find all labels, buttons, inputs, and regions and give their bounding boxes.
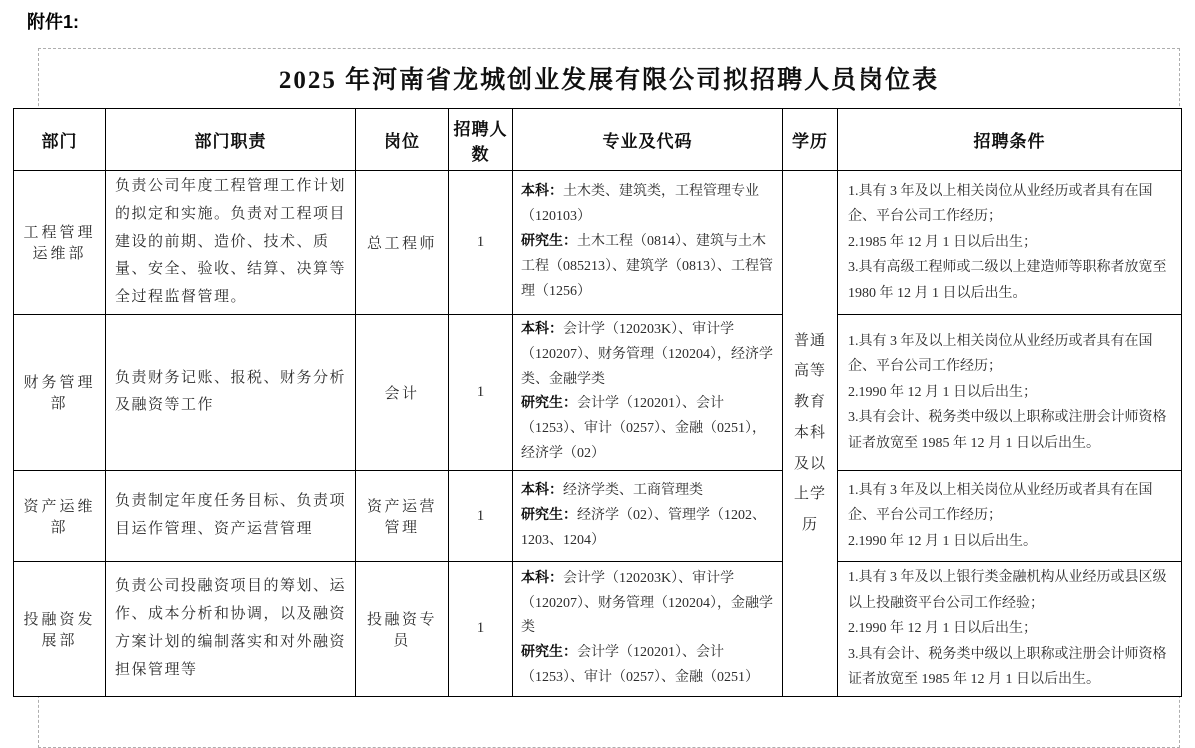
undergrad-label: 本科： (521, 321, 563, 337)
undergrad-majors (521, 180, 774, 230)
conditions-cell (838, 171, 1182, 315)
condition-item: 3.具有会计、税务类中级以上职称或注册会计师资格证者放宽至 1985 年 12 月 1 日以后出生。 (848, 646, 1167, 688)
col-header-conditions: 招聘条件 (838, 109, 1182, 171)
undergrad-text: 经济学类、工商管理类 (563, 482, 703, 498)
condition-item: 1.具有 3 年及以上相关岗位从业经历或者具有在国企、平台公司工作经历； (848, 183, 1153, 225)
recruitment-table (13, 108, 1182, 697)
col-header-department: 部门 (14, 109, 106, 171)
grad-label: 研究生： (521, 507, 577, 523)
col-header-education: 学历 (783, 109, 838, 171)
department-cell: 工程管理运维部 (14, 171, 106, 315)
condition-item: 1.具有 3 年及以上相关岗位从业经历或者具有在国企、平台公司工作经历； (848, 482, 1153, 524)
undergrad-majors (521, 318, 774, 393)
grad-text: 经济学（02）、管理学（1202、1203、1204） (521, 507, 766, 548)
undergrad-majors (521, 479, 774, 504)
grad-label: 研究生： (521, 233, 577, 249)
undergrad-label: 本科： (521, 570, 563, 586)
undergrad-majors (521, 567, 774, 642)
duties-cell: 负责公司投融资项目的筹划、运作、成本分析和协调，以及融资方案计划的编制落实和对外融资担保管理等 (106, 562, 356, 696)
grad-majors (521, 641, 774, 691)
education-merged-cell: 普通高等教育本科及以上学历 (783, 171, 838, 697)
position-cell: 总工程师 (356, 171, 449, 315)
duties-cell: 负责财务记账、报税、财务分析及融资等工作 (106, 314, 356, 470)
table-row (14, 471, 1182, 562)
duties-cell: 负责制定年度任务目标、负责项目运作管理、资产运营管理 (106, 471, 356, 562)
table-row (14, 171, 1182, 315)
col-header-headcount: 招聘人数 (449, 109, 513, 171)
department-cell: 投融资发展部 (14, 562, 106, 696)
col-header-duties: 部门职责 (106, 109, 356, 171)
condition-item: 1.具有 3 年及以上银行类金融机构从业经历或县区级以上投融资平台公司工作经验； (848, 570, 1167, 611)
conditions-cell (838, 314, 1182, 470)
condition-item: 2.1990 年 12 月 1 日以后出生； (848, 384, 1037, 400)
condition-item: 3.具有会计、税务类中级以上职称或注册会计师资格证者放宽至 1985 年 12 月 1 日以后出生。 (848, 410, 1167, 451)
headcount-cell: 1 (449, 171, 513, 315)
col-header-position: 岗位 (356, 109, 449, 171)
attachment-label: 附件1: (27, 12, 80, 32)
grad-majors (521, 504, 774, 554)
grad-text: 土木工程（0814）、建筑与土木工程（085213）、建筑学（0813）、工程管理（1256） (521, 233, 773, 299)
grad-text: 会计学（120201）、会计（1253）、审计（0257）、金融（0251），经济学（02） (521, 396, 766, 462)
majors-cell (513, 471, 783, 562)
department-cell: 财务管理部 (14, 314, 106, 470)
conditions-cell (838, 562, 1182, 696)
headcount-cell: 1 (449, 314, 513, 470)
undergrad-label: 本科： (521, 482, 563, 498)
undergrad-text: 会计学（120203K）、审计学（120207）、财务管理（120204），经济学类、金融学类 (521, 321, 773, 387)
position-cell: 会计 (356, 314, 449, 470)
headcount-cell: 1 (449, 471, 513, 562)
grad-text: 会计学（120201）、会计（1253）、审计（0257）、金融（0251） (521, 645, 759, 686)
condition-item: 1.具有 3 年及以上相关岗位从业经历或者具有在国企、平台公司工作经历； (848, 333, 1153, 375)
majors-cell (513, 171, 783, 315)
table-row (14, 314, 1182, 470)
grad-label: 研究生： (521, 396, 577, 412)
undergrad-text: 会计学（120203K）、审计学（120207）、财务管理（120204），金融学类 (521, 570, 773, 636)
grad-label: 研究生： (521, 645, 577, 661)
majors-cell (513, 562, 783, 696)
condition-item: 2.1990 年 12 月 1 日以后出生。 (848, 533, 1037, 549)
conditions-cell (838, 471, 1182, 562)
col-header-majors: 专业及代码 (513, 109, 783, 171)
duties-cell: 负责公司年度工程管理工作计划的拟定和实施。负责对工程项目建设的前期、造价、技术、质量、安全、验收、结算、决算等全过程监督管理。 (106, 171, 356, 315)
majors-cell (513, 314, 783, 470)
condition-item: 2.1985 年 12 月 1 日以后出生； (848, 234, 1037, 250)
undergrad-label: 本科： (521, 184, 563, 200)
undergrad-text: 土木类、建筑类，工程管理专业（120103） (521, 184, 759, 225)
grad-majors (521, 230, 774, 305)
table-row (14, 562, 1182, 696)
table-header-row (14, 109, 1182, 171)
position-cell: 投融资专员 (356, 562, 449, 696)
page-title: 2025 年河南省龙城创业发展有限公司拟招聘人员岗位表 (278, 67, 940, 94)
headcount-cell: 1 (449, 562, 513, 696)
grad-majors (521, 392, 774, 467)
position-cell: 资产运营管理 (356, 471, 449, 562)
condition-item: 3.具有高级工程师或二级以上建造师等职称者放宽至 1980 年 12 月 1 日以后出生。 (848, 260, 1167, 301)
condition-item: 2.1990 年 12 月 1 日以后出生； (848, 621, 1037, 637)
department-cell: 资产运维部 (14, 471, 106, 562)
